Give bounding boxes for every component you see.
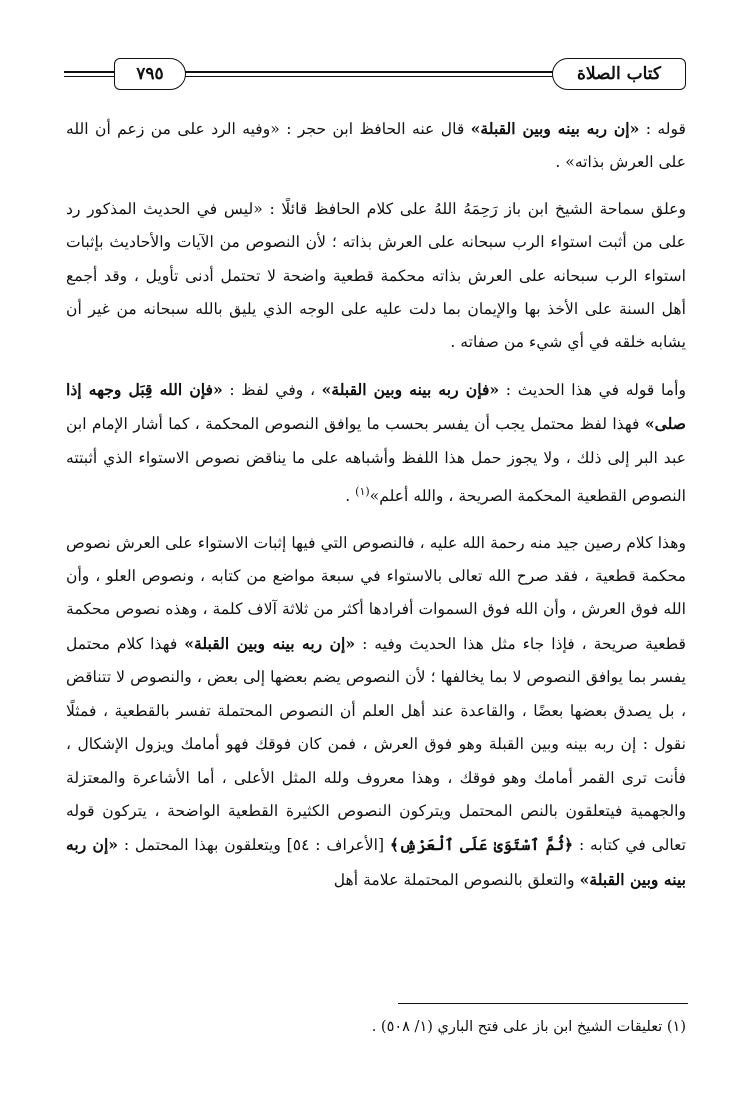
- text-run: فهذا لفظ محتمل يجب أن يفسر بحسب ما يوافق النصوص المحكمة ، كما أشار الإمام ابن عبد البر إلى ذلك ، ولا يجوز حمل هذا اللفظ وأشباهه على ما يناقض نصوص الاستواء الذي أثبتته النصوص القطعية المحكمة الصريحة ، والله أعلم»: [66, 415, 686, 506]
- book-title: كتاب الصلاة: [552, 58, 686, 90]
- body-text: [66, 112, 686, 897]
- text-run: [الأعراف : ٥٤] ويتعلقون بهذا المحتمل :: [118, 836, 390, 855]
- text-run: قوله :: [639, 120, 687, 138]
- page-number: ٧٩٥: [114, 58, 186, 90]
- text-run: وعلق سماحة الشيخ ابن باز رَحِمَهُ اللهُ على كلام الحافظ قائلًا : «ليس في الحديث المذكور رد على من أثبت استواء الرب سبحانه على العرش بذاته ؛ لأن النصوص من الآيات والأحاديث بإثبات استواء الرب سبحانه على العرش بذاته محكمة قطعية واضحة لا تحتمل أدنى تأويل ، وقد أجمع أهل السنة على الأخذ بها والإيمان بما دلت عليه على الوجه الذي يليق بالله سبحانه من غير أن يشابه خلقه في أي شيء من صفاته .: [66, 199, 686, 352]
- paragraph: [66, 373, 686, 514]
- quoted-text: «إن ربه بينه وبين القبلة»: [184, 633, 356, 653]
- quoted-text: ﴿ثُمَّ ٱسْتَوَىٰ عَلَى ٱلْعَرْشِ﴾: [389, 835, 574, 855]
- footnote-ref: (١): [355, 485, 370, 499]
- text-run: .: [345, 487, 356, 506]
- text-run: والتعلق بالنصوص المحتملة علامة أهل: [333, 870, 580, 889]
- quoted-text: «إن ربه بينه وبين القبلة»: [470, 119, 640, 138]
- paragraph: [66, 527, 686, 897]
- paragraph: [66, 193, 686, 360]
- quoted-text: «إن ربه بينه وبين القبلة»: [66, 835, 686, 889]
- quoted-text: «فإن الله قِبَل وجهه إذا صلى»: [66, 379, 686, 434]
- text-run: قال عنه الحافظ ابن حجر : «وفيه الرد على من زعم أن الله على العرش بذاته» .: [66, 120, 686, 172]
- footnote: (١) تعليقات الشيخ ابن باز على فتح الباري (١/ ٥٠٨) .: [371, 1019, 686, 1035]
- text-run: وأما قوله في هذا الحديث :: [499, 380, 686, 399]
- text-run: فهذا كلام محتمل يفسر بما يوافق النصوص لا بما يخالفها ؛ لأن النصوص يضم بعضها إلى بعض ، والنصوص لا تتناقض ، بل يصدق بعضها بعضًا ، والقاعدة عند أهل العلم أن النصوص المحتملة تفسر بالقطعية ، فمثلًا نقول : إن ربه بينه وبين القبلة وهو فوق العرش ، فمن كان فوقك فهو أمامك ويزول الإشكال ، فأنت ترى القمر أمامك وهو فوقك ، وهذا معروف ولله المثل الأعلى ، أما الأشاعرة والمعتزلة والجهمية فيتعلقون بالنص المحتمل ويتركون النصوص الكثيرة القطعية الواضحة ، يتركون قوله تعالى في كتابه :: [66, 634, 686, 855]
- footnote-separator: [398, 1003, 688, 1004]
- text-run: ، وفي لفظ :: [222, 380, 322, 399]
- page-header: [64, 54, 686, 94]
- paragraph: [66, 112, 686, 180]
- text-run: وهذا كلام رصين جيد منه رحمة الله عليه ، فالنصوص التي فيها إثبات الاستواء على العرش نصوص محكمة قطعية ، فقد صرح الله تعالى بالاستواء في سبعة مواضع من كتابه ، ونصوص العلو ، وأن الله فوق العرش ، وأن الله فوق السموات أفرادها أكثر من ثلاثة آلاف كلمة ، وهذه نصوص محكمة قطعية صريحة ، فإذا جاء مثل هذا الحديث وفيه :: [66, 533, 686, 653]
- quoted-text: «فإن ربه بينه وبين القبلة»: [321, 379, 500, 399]
